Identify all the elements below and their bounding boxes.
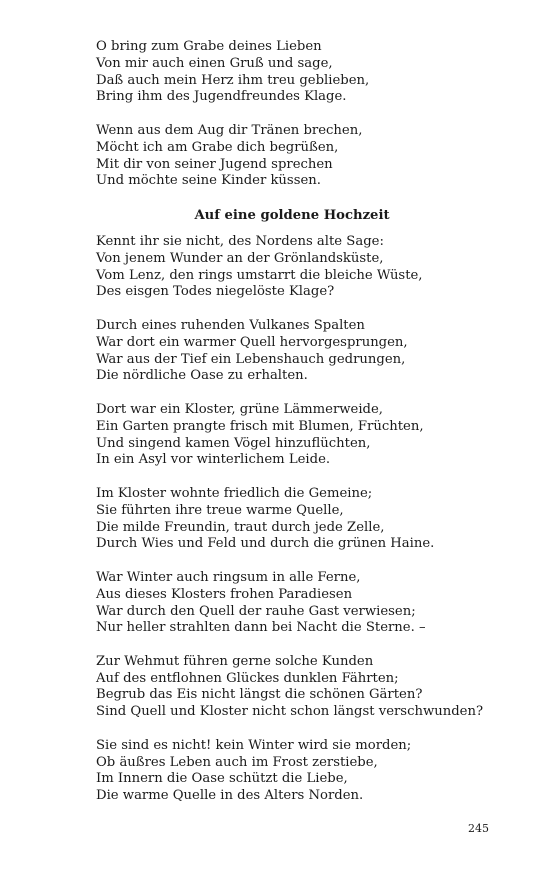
verse-line: Ein Garten prangte frisch mit Blumen, Früchten, bbox=[96, 418, 424, 434]
verse-line: Zur Wehmut führen gerne solche Kunden bbox=[96, 653, 374, 669]
verse-line: War aus der Tief ein Lebenshauch gedrungen, bbox=[96, 351, 406, 367]
page-body bbox=[96, 39, 496, 822]
verse-line: War durch den Quell der rauhe Gast verwiesen; bbox=[96, 603, 416, 619]
verse-line: Kennt ihr sie nicht, des Nordens alte Sage: bbox=[96, 233, 384, 249]
verse-line: Die milde Freundin, traut durch jede Zelle, bbox=[96, 519, 385, 535]
poem-title: Auf eine goldene Hochzeit bbox=[194, 208, 390, 224]
verse-line: Und möchte seine Kinder küssen. bbox=[96, 173, 321, 189]
verse-line: Im Kloster wohnte friedlich die Gemeine; bbox=[96, 485, 373, 501]
verse-line: In ein Asyl vor winterlichem Leide. bbox=[96, 452, 331, 468]
verse-line: Nur heller strahlten dann bei Nacht die Sterne. – bbox=[96, 620, 426, 636]
stanza bbox=[96, 570, 496, 637]
verse-line: Sie führten ihre treue warme Quelle, bbox=[96, 502, 344, 518]
verse-line: Daß auch mein Herz ihm treu geblieben, bbox=[96, 72, 370, 88]
verse-line: Mit dir von seiner Jugend sprechen bbox=[96, 156, 333, 172]
stanza bbox=[96, 234, 496, 301]
verse-line: Durch eines ruhenden Vulkanes Spalten bbox=[96, 317, 365, 333]
verse-line: Des eisgen Todes niegelöste Klage? bbox=[96, 284, 335, 300]
verse-line: Durch Wies und Feld und durch die grünen Haine. bbox=[96, 536, 435, 552]
verse-line: Die nördliche Oase zu erhalten. bbox=[96, 368, 308, 384]
verse-line: Vom Lenz, den rings umstarrt die bleiche Wüste, bbox=[96, 267, 423, 283]
verse-line: O bring zum Grabe deines Lieben bbox=[96, 39, 322, 54]
verse-line: Im Innern die Oase schützt die Liebe, bbox=[96, 771, 348, 787]
verse-line: Von mir auch einen Gruß und sage, bbox=[96, 55, 333, 71]
verse-line: Sie sind es nicht! kein Winter wird sie morden; bbox=[96, 737, 412, 753]
stanza bbox=[96, 123, 496, 190]
stanza bbox=[96, 318, 496, 385]
verse-line: Ob äußres Leben auch im Frost zerstiebe, bbox=[96, 754, 378, 770]
stanza bbox=[96, 402, 496, 469]
verse-line: Wenn aus dem Aug dir Tränen brechen, bbox=[96, 122, 363, 138]
stanza bbox=[96, 654, 496, 721]
verse-line: War Winter auch ringsum in alle Ferne, bbox=[96, 569, 361, 585]
stanza bbox=[96, 486, 496, 553]
verse-line: Auf des entflohnen Glückes dunklen Fährten; bbox=[96, 670, 399, 686]
verse-line: Die warme Quelle in des Alters Norden. bbox=[96, 788, 364, 804]
verse-line: Sind Quell und Kloster nicht schon längst verschwunden? bbox=[96, 704, 484, 720]
verse-line: Aus dieses Klosters frohen Paradiesen bbox=[96, 586, 353, 602]
stanza bbox=[96, 738, 496, 805]
verse-line: Dort war ein Kloster, grüne Lämmerweide, bbox=[96, 401, 383, 417]
stanza bbox=[96, 39, 496, 106]
verse-line: War dort ein warmer Quell hervorgesprungen, bbox=[96, 334, 408, 350]
verse-line: Von jenem Wunder an der Grönlandsküste, bbox=[96, 250, 384, 266]
verse-line: Und singend kamen Vögel hinzuflüchten, bbox=[96, 435, 371, 451]
verse-line: Begrub das Eis nicht längst die schönen Gärten? bbox=[96, 687, 423, 703]
page-number: 245 bbox=[468, 822, 489, 835]
verse-line: Möcht ich am Grabe dich begrüßen, bbox=[96, 139, 339, 155]
verse-line: Bring ihm des Jugendfreundes Klage. bbox=[96, 89, 347, 105]
